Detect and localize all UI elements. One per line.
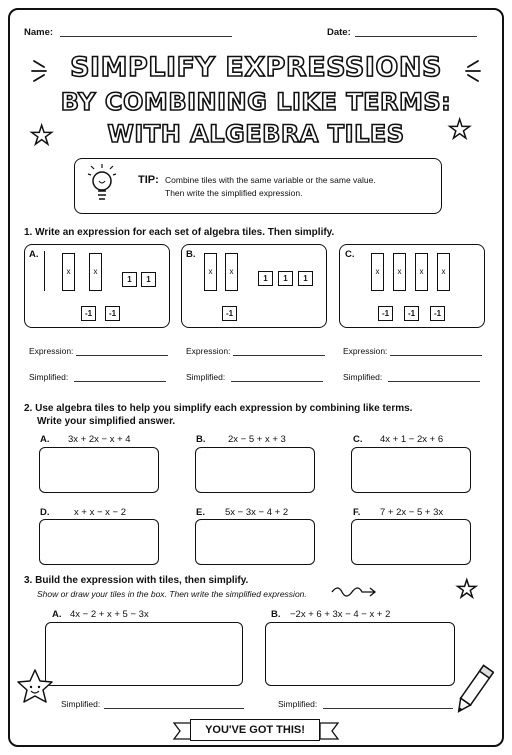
one-tile: 1 <box>141 272 156 287</box>
problem-letter: C. <box>353 434 363 445</box>
problem-letter: A. <box>29 249 39 260</box>
simplified-line-b[interactable] <box>231 381 323 382</box>
squiggle-arrow-icon <box>330 582 380 600</box>
simplified-line-3a[interactable] <box>104 708 244 709</box>
sparkle-icon <box>448 55 484 85</box>
simplified-label: Simplified: <box>61 699 101 709</box>
x-tile: x <box>393 253 406 291</box>
problem-expression: 4x + 1 − 2x + 6 <box>380 434 444 445</box>
expression-label: Expression: <box>186 346 231 356</box>
problem-letter: F. <box>353 507 361 518</box>
section-2-heading: 2. Use algebra tiles to help you simplify each expression by combining like terms. <box>24 403 413 414</box>
problem-expression: 7 + 2x − 5 + 3x <box>380 507 444 518</box>
simplified-label: Simplified: <box>278 699 318 709</box>
pencil-icon <box>452 660 494 722</box>
simplified-line-3b[interactable] <box>323 708 453 709</box>
expression-line-c[interactable] <box>390 355 482 356</box>
x-tile: x <box>415 253 428 291</box>
problem-letter: E. <box>196 507 205 518</box>
neg-one-tile: -1 <box>404 306 419 321</box>
tile-set-c-box <box>339 244 485 328</box>
x-tile: x <box>225 253 238 291</box>
problem-expression: 4x − 2 + x + 5 − 3x <box>70 609 149 620</box>
answer-box-d[interactable] <box>39 519 159 565</box>
tip-text-line-2: Then write the simplified expression. <box>165 188 303 198</box>
smiling-star-icon <box>14 667 56 707</box>
problem-letter: A. <box>52 609 62 620</box>
star-icon: ★ <box>30 120 54 150</box>
sparkle-icon <box>30 55 66 85</box>
star-icon: ★ <box>456 576 478 603</box>
lightbulb-icon <box>86 164 118 208</box>
tile-build-box-a[interactable] <box>45 622 243 686</box>
title-line-1: SIMPLIFY EXPRESSIONS <box>70 52 442 83</box>
tile-edge <box>44 251 48 291</box>
one-tile: 1 <box>122 272 137 287</box>
tip-box <box>74 158 442 214</box>
one-tile: 1 <box>298 271 313 286</box>
expression-label: Expression: <box>29 346 74 356</box>
simplified-line-c[interactable] <box>388 381 480 382</box>
x-tile: x <box>437 253 450 291</box>
problem-letter: B. <box>186 249 196 260</box>
problem-letter: C. <box>345 249 355 260</box>
neg-one-tile: -1 <box>105 306 120 321</box>
problem-letter: B. <box>196 434 206 445</box>
one-tile: 1 <box>258 271 273 286</box>
answer-box-e[interactable] <box>195 519 315 565</box>
problem-expression: 2x − 5 + x + 3 <box>228 434 286 445</box>
neg-one-tile: -1 <box>378 306 393 321</box>
encouragement-banner: YOU'VE GOT THIS! <box>190 719 320 741</box>
neg-one-tile: -1 <box>81 306 96 321</box>
tile-set-a-box <box>24 244 170 328</box>
title-line-2: BY COMBINING LIKE TERMS: <box>60 88 452 116</box>
section-3-subheading: Show or draw your tiles in the box. Then write the simplified expression. <box>37 589 307 599</box>
problem-letter: A. <box>40 434 50 445</box>
simplified-label: Simplified: <box>343 372 383 382</box>
one-tile: 1 <box>278 271 293 286</box>
neg-one-tile: -1 <box>430 306 445 321</box>
tile-set-b-box <box>181 244 327 328</box>
x-tile: x <box>371 253 384 291</box>
simplified-label: Simplified: <box>186 372 226 382</box>
problem-expression: 3x + 2x − x + 4 <box>68 434 131 445</box>
title-line-3: WITH ALGEBRA TILES <box>107 120 405 148</box>
problem-expression: 5x − 3x − 4 + 2 <box>225 507 289 518</box>
x-tile: x <box>204 253 217 291</box>
problem-letter: D. <box>40 507 50 518</box>
expression-line-b[interactable] <box>233 355 325 356</box>
answer-box-b[interactable] <box>195 447 315 493</box>
answer-box-f[interactable] <box>351 519 471 565</box>
section-2-subheading: Write your simplified answer. <box>37 416 176 427</box>
problem-expression: x + x − x − 2 <box>74 507 127 518</box>
star-icon: ★ <box>448 114 472 144</box>
tile-build-box-b[interactable] <box>265 622 455 686</box>
x-tile: x <box>89 253 102 291</box>
section-1-heading: 1. Write an expression for each set of algebra tiles. Then simplify. <box>24 227 335 238</box>
expression-label: Expression: <box>343 346 388 356</box>
problem-expression: −2x + 6 + 3x − 4 − x + 2 <box>290 609 391 620</box>
x-tile: x <box>62 253 75 291</box>
simplified-label: Simplified: <box>29 372 69 382</box>
answer-box-c[interactable] <box>351 447 471 493</box>
tip-label: TIP: <box>138 174 159 186</box>
expression-line-a[interactable] <box>76 355 168 356</box>
section-3-heading: 3. Build the expression with tiles, then simplify. <box>24 575 249 586</box>
answer-box-a[interactable] <box>39 447 159 493</box>
date-line[interactable] <box>355 36 477 37</box>
name-label: Name: <box>24 27 54 38</box>
neg-one-tile: -1 <box>222 306 237 321</box>
tip-text-line-1: Combine tiles with the same variable or the same value. <box>165 175 376 185</box>
simplified-line-a[interactable] <box>74 381 166 382</box>
date-label: Date: <box>327 27 351 38</box>
name-line[interactable] <box>60 36 232 37</box>
problem-letter: B. <box>271 609 281 620</box>
